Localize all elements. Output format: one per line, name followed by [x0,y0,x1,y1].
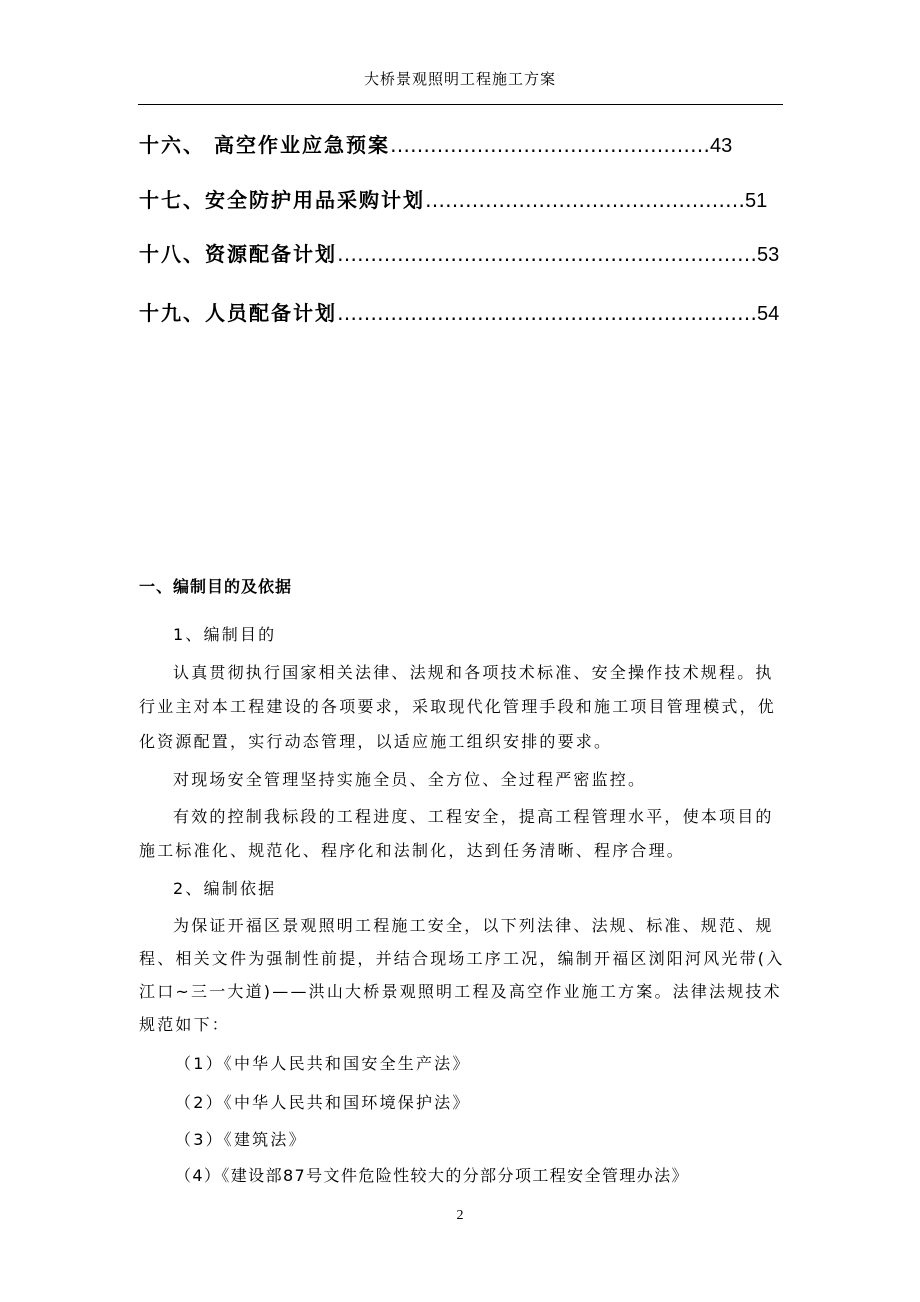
toc-page-number: 51 [745,190,768,212]
toc-entry-label: 十七、安全防护用品采购计划 [139,188,425,212]
paragraph-line: 施工标准化、规范化、程序化和法制化，达到任务清晰、程序合理。 [139,841,686,860]
page-header-title: 大桥景观照明工程施工方案 [363,70,556,88]
toc-entry[interactable] [139,184,767,213]
toc-entry[interactable] [139,297,779,326]
subsection-heading: 1、编制目的 [173,625,277,644]
paragraph-line: 有效的控制我标段的工程进度、工程安全，提高工程管理水平，使本项目的 [173,807,774,826]
toc-leader-dots: ………………………………………… [425,188,745,212]
law-list-item: （1）《中华人民共和国安全生产法》 [175,1054,471,1073]
paragraph-line: 程、相关文件为强制性前提，并结合现场工序工况，编制开福区浏阳河风光带(入 [139,949,785,968]
paragraph-line: 认真贯彻执行国家相关法律、法规和各项技术标准、安全操作技术规程。执 [173,663,774,682]
toc-entry[interactable] [139,129,732,158]
paragraph-line: 规范如下： [139,1015,231,1034]
paragraph-line: 对现场安全管理坚持实施全员、全方位、全过程严密监控。 [173,770,647,789]
paragraph-line: 为保证开福区景观照明工程施工安全，以下列法律、法规、标准、规范、规 [173,916,774,935]
subsection-heading: 2、编制依据 [173,879,277,898]
law-list-item: （2）《中华人民共和国环境保护法》 [175,1093,471,1112]
toc-leader-dots: ………………………………………… [389,133,710,157]
toc-leader-dots: ……………………………………………………… [337,301,757,325]
toc-leader-dots: ……………………………………………………… [337,242,757,266]
paragraph-line: 行业主对本工程建设的各项要求，采取现代化管理手段和施工项目管理模式，优 [139,697,777,716]
toc-entry-label: 十九、人员配备计划 [139,301,337,325]
toc-entry[interactable] [139,238,779,267]
page-number: 2 [456,1208,464,1223]
toc-page-number: 53 [757,244,780,266]
section-heading: 一、编制目的及依据 [139,577,293,596]
paragraph-line: 化资源配置，实行动态管理，以适应施工组织安排的要求。 [139,732,613,751]
law-list-item: （3）《建筑法》 [175,1130,307,1149]
header-divider [138,104,783,105]
toc-entry-label: 十六、 高空作业应急预案 [139,133,390,157]
law-list-item: （4）《建设部87号文件危险性较大的分部分项工程安全管理办法》 [175,1166,689,1185]
toc-page-number: 43 [709,135,733,157]
toc-page-number: 54 [757,303,780,325]
paragraph-line: 江口~三一大道)——洪山大桥景观照明工程及高空作业施工方案。法律法规技术 [139,982,782,1001]
toc-entry-label: 十八、资源配备计划 [139,242,337,266]
